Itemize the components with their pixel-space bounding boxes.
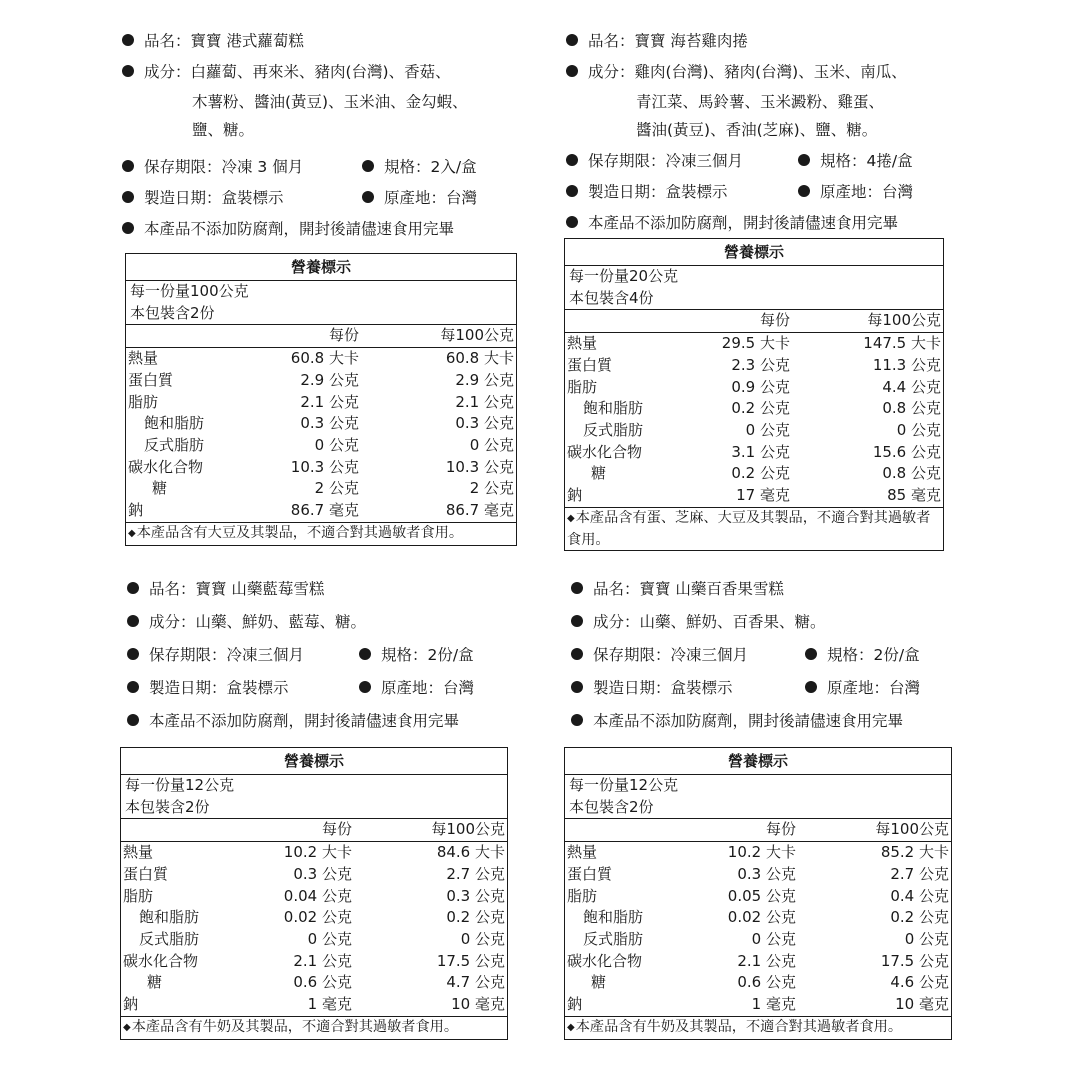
shelf-life-row: 保存期限：冷凍三個月 規格：4捲/盒 xyxy=(566,146,956,177)
bullet-icon xyxy=(805,681,817,693)
bullet-icon xyxy=(798,154,810,166)
nutrition-table xyxy=(564,747,952,1040)
bullet-icon xyxy=(571,714,583,726)
spec: 規格：2入/盒 xyxy=(362,152,477,183)
serving-size: 每一份量12公克 xyxy=(125,776,235,794)
bullet-icon xyxy=(359,648,371,660)
nutrient-row: 蛋白質 0.3 公克 2.7 公克 xyxy=(123,864,505,883)
nutrition-title: 營養標示 xyxy=(565,239,944,266)
allergen-notice: ◆本產品含有蛋、芝麻、大豆及其製品，不適合對其過敏者食用。 xyxy=(565,507,944,550)
nutrient-row: 反式脂肪 0 公克 0 公克 xyxy=(583,929,949,948)
nutrition-title: 營養標示 xyxy=(565,748,952,775)
bullet-icon xyxy=(122,191,134,203)
nutrient-row: 蛋白質 2.9 公克 2.9 公克 xyxy=(128,370,514,389)
nutrient-row: 糖 0.2 公克 0.8 公克 xyxy=(591,464,941,483)
bullet-icon xyxy=(571,615,583,627)
notice: 本產品不添加防腐劑，開封後請儘速食用完畢 xyxy=(571,706,961,737)
nutrient-row: 脂肪 0.9 公克 4.4 公克 xyxy=(567,377,941,396)
bullet-icon xyxy=(359,681,371,693)
nutrient-row: 飽和脂肪 0.02 公克 0.2 公克 xyxy=(583,908,949,927)
bullet-icon xyxy=(566,34,578,46)
column-header-per-100g: 每100公克 xyxy=(798,819,952,842)
bullet-icon xyxy=(127,681,139,693)
bullet-icon xyxy=(798,185,810,197)
mfg-date-row: 製造日期：盒裝標示 原產地：台灣 xyxy=(122,183,522,214)
shelf-life-row: 保存期限：冷凍三個月 規格：2份/盒 xyxy=(571,640,961,671)
nutrient-row: 脂肪 0.04 公克 0.3 公克 xyxy=(123,886,505,905)
spec: 規格：2份/盒 xyxy=(805,640,920,671)
allergen-notice: ◆本產品含有牛奶及其製品，不適合對其過敏者食用。 xyxy=(121,1016,508,1039)
nutrient-row: 糖 0.6 公克 4.6 公克 xyxy=(591,973,949,992)
nutrition-title: 營養標示 xyxy=(121,748,508,775)
servings-per-package: 本包裝含2份 xyxy=(569,797,654,816)
bullet-icon xyxy=(122,34,134,46)
allergen-notice: ◆本產品含有牛奶及其製品，不適合對其過敏者食用。 xyxy=(565,1016,952,1039)
ingredients: 成分：雞肉(台灣)、豬肉(台灣)、玉米、南瓜、 xyxy=(566,57,956,88)
notice: 本產品不添加防腐劑，開封後請儘速食用完畢 xyxy=(566,208,956,239)
bullet-icon xyxy=(122,65,134,77)
bullet-icon xyxy=(566,185,578,197)
column-header-per-serving: 每份 xyxy=(704,310,792,333)
diamond-icon: ◆ xyxy=(567,1021,575,1033)
bullet-icon xyxy=(566,216,578,228)
serving-size: 每一份量20公克 xyxy=(569,267,679,285)
spec: 規格：2份/盒 xyxy=(359,640,474,671)
bullet-icon xyxy=(571,681,583,693)
nutrient-row: 熱量 10.2 大卡 85.2 大卡 xyxy=(565,842,952,864)
nutrient-row: 糖 2 公克 2 公克 xyxy=(152,479,514,498)
bullet-icon xyxy=(127,714,139,726)
ingredients-continued: 醬油(黃豆)、香油(芝麻)、鹽、糖。 xyxy=(636,121,878,139)
nutrient-row: 飽和脂肪 0.3 公克 0.3 公克 xyxy=(144,414,514,433)
mfg-date-row: 製造日期：盒裝標示 原產地：台灣 xyxy=(566,177,956,208)
serving-size: 每一份量100公克 xyxy=(130,282,249,300)
product-block xyxy=(122,26,522,541)
product-info xyxy=(127,574,517,737)
notice: 本產品不添加防腐劑，開封後請儘速食用完畢 xyxy=(122,214,522,245)
nutrient-row: 熱量 60.8 大卡 60.8 大卡 xyxy=(126,348,517,370)
column-header-per-100g: 每100公克 xyxy=(354,819,508,842)
mfg-date-row: 製造日期：盒裝標示 原產地：台灣 xyxy=(127,673,517,704)
bullet-icon xyxy=(566,154,578,166)
diamond-icon: ◆ xyxy=(128,527,136,539)
ingredients-continued: 木薯粉、醬油(黃豆)、玉米油、金勾蝦、 xyxy=(192,93,468,111)
column-header-per-100g: 每100公克 xyxy=(792,310,944,333)
diamond-icon: ◆ xyxy=(567,512,575,524)
ingredients: 成分：山藥、鮮奶、百香果、糖。 xyxy=(571,607,961,638)
nutrient-row: 碳水化合物 2.1 公克 17.5 公克 xyxy=(567,951,949,970)
bullet-icon xyxy=(571,648,583,660)
bullet-icon xyxy=(127,648,139,660)
nutrient-row: 碳水化合物 2.1 公克 17.5 公克 xyxy=(123,951,505,970)
nutrient-row: 蛋白質 2.3 公克 11.3 公克 xyxy=(567,355,941,374)
nutrient-row: 熱量 29.5 大卡 147.5 大卡 xyxy=(565,333,944,355)
bullet-icon xyxy=(127,615,139,627)
nutrient-row: 反式脂肪 0 公克 0 公克 xyxy=(139,929,505,948)
product-block xyxy=(566,26,956,548)
nutrient-row: 脂肪 2.1 公克 2.1 公克 xyxy=(128,392,514,411)
column-header-per-serving: 每份 xyxy=(265,325,361,348)
nutrient-row: 糖 0.6 公克 4.7 公克 xyxy=(147,973,505,992)
spec: 規格：4捲/盒 xyxy=(798,146,913,177)
bullet-icon xyxy=(122,160,134,172)
nutrient-row: 熱量 10.2 大卡 84.6 大卡 xyxy=(121,842,508,864)
bullet-icon xyxy=(362,191,374,203)
product-name: 品名：寶寶 山藥百香果雪糕 xyxy=(571,574,961,605)
allergen-notice: ◆本產品含有大豆及其製品，不適合對其過敏者食用。 xyxy=(126,522,517,545)
product-info xyxy=(122,26,522,245)
servings-per-package: 本包裝含2份 xyxy=(130,303,215,322)
servings-per-package: 本包裝含2份 xyxy=(125,797,210,816)
nutrition-table xyxy=(564,238,944,551)
bullet-icon xyxy=(127,582,139,594)
bullet-icon xyxy=(122,222,134,234)
product-name: 品名：寶寶 山藥藍莓雪糕 xyxy=(127,574,517,605)
nutrient-row: 鈉 17 毫克 85 毫克 xyxy=(567,486,941,505)
nutrient-row: 鈉 1 毫克 10 毫克 xyxy=(567,995,949,1014)
nutrient-row: 碳水化合物 3.1 公克 15.6 公克 xyxy=(567,442,941,461)
bullet-icon xyxy=(362,160,374,172)
nutrition-table xyxy=(120,747,508,1040)
mfg-date-row: 製造日期：盒裝標示 原產地：台灣 xyxy=(571,673,961,704)
ingredients-continued: 鹽、糖。 xyxy=(192,121,255,139)
column-header-per-100g: 每100公克 xyxy=(361,325,517,348)
product-info xyxy=(566,26,956,239)
product-block xyxy=(123,574,517,1035)
nutrition-table xyxy=(125,253,517,546)
product-name: 品名：寶寶 海苔雞肉捲 xyxy=(566,26,956,57)
serving-size: 每一份量12公克 xyxy=(569,776,679,794)
origin: 原產地：台灣 xyxy=(798,177,913,208)
nutrient-row: 碳水化合物 10.3 公克 10.3 公克 xyxy=(128,457,514,476)
nutrient-row: 脂肪 0.05 公克 0.4 公克 xyxy=(567,886,949,905)
diamond-icon: ◆ xyxy=(123,1021,131,1033)
bullet-icon xyxy=(566,65,578,77)
origin: 原產地：台灣 xyxy=(805,673,920,704)
bullet-icon xyxy=(805,648,817,660)
nutrient-row: 蛋白質 0.3 公克 2.7 公克 xyxy=(567,864,949,883)
nutrient-row: 反式脂肪 0 公克 0 公克 xyxy=(144,435,514,454)
nutrition-title: 營養標示 xyxy=(126,254,517,281)
product-info xyxy=(571,574,961,737)
nutrient-row: 反式脂肪 0 公克 0 公克 xyxy=(583,420,941,439)
column-header-per-serving: 每份 xyxy=(260,819,354,842)
nutrient-row: 飽和脂肪 0.02 公克 0.2 公克 xyxy=(139,908,505,927)
servings-per-package: 本包裝含4份 xyxy=(569,288,654,307)
product-block xyxy=(567,574,961,1035)
ingredients: 成分：山藥、鮮奶、藍莓、糖。 xyxy=(127,607,517,638)
notice: 本產品不添加防腐劑，開封後請儘速食用完畢 xyxy=(127,706,517,737)
product-name: 品名：寶寶 港式蘿蔔糕 xyxy=(122,26,522,57)
nutrient-row: 飽和脂肪 0.2 公克 0.8 公克 xyxy=(583,399,941,418)
column-header-per-serving: 每份 xyxy=(704,819,798,842)
shelf-life-row: 保存期限：冷凍 3 個月 規格：2入/盒 xyxy=(122,152,522,183)
ingredients: 成分：白蘿蔔、再來米、豬肉(台灣)、香菇、 xyxy=(122,57,522,88)
origin: 原產地：台灣 xyxy=(359,673,474,704)
nutrient-row: 鈉 86.7 毫克 86.7 毫克 xyxy=(128,501,514,520)
nutrient-row: 鈉 1 毫克 10 毫克 xyxy=(123,995,505,1014)
bullet-icon xyxy=(571,582,583,594)
ingredients-continued: 青江菜、馬鈴薯、玉米澱粉、雞蛋、 xyxy=(636,93,885,111)
shelf-life-row: 保存期限：冷凍三個月 規格：2份/盒 xyxy=(127,640,517,671)
origin: 原產地：台灣 xyxy=(362,183,477,214)
